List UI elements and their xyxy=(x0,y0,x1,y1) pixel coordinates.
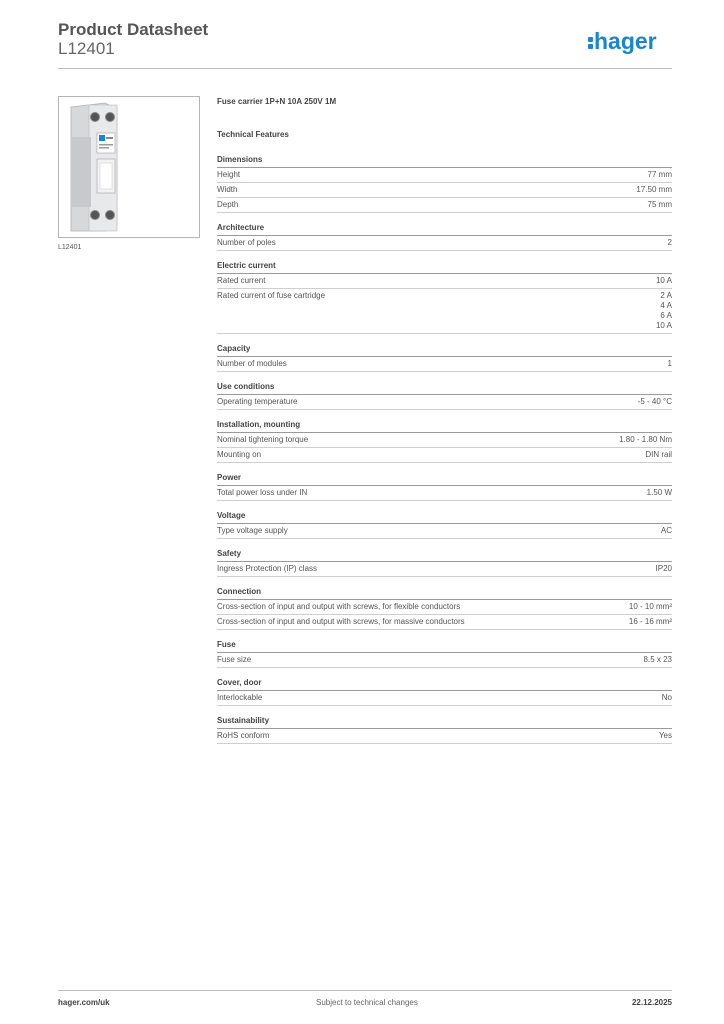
section-title: Voltage xyxy=(217,511,672,524)
spec-section xyxy=(217,223,672,251)
spec-sections xyxy=(217,155,672,744)
spec-label: Fuse size xyxy=(217,655,252,664)
spec-label: Height xyxy=(217,170,241,179)
spec-label: Rated current xyxy=(217,276,266,285)
spec-row xyxy=(217,600,672,615)
section-title: Fuse xyxy=(217,640,672,653)
spec-label: Total power loss under IN xyxy=(217,488,308,497)
spec-section xyxy=(217,155,672,213)
spec-value: 17.50 mm xyxy=(636,185,672,194)
spec-row xyxy=(217,524,672,539)
spec-row xyxy=(217,357,672,372)
spec-row xyxy=(217,236,672,251)
spec-label: Nominal tightening torque xyxy=(217,435,309,444)
spec-row xyxy=(217,168,672,183)
page-title: Product Datasheet xyxy=(58,20,209,39)
spec-label: Rated current of fuse cartridge xyxy=(217,291,326,300)
spec-row xyxy=(217,448,672,463)
section-title: Cover, door xyxy=(217,678,672,691)
spec-row xyxy=(217,274,672,289)
image-caption: L12401 xyxy=(58,244,82,251)
spec-section xyxy=(217,420,672,463)
spec-value: 2 xyxy=(667,238,672,247)
spec-value: AC xyxy=(660,526,672,535)
spec-row xyxy=(217,183,672,198)
spec-section xyxy=(217,344,672,372)
section-title: Sustainability xyxy=(217,716,672,729)
spec-label: Number of poles xyxy=(217,238,276,247)
spec-row xyxy=(217,395,672,410)
spec-value: 77 mm xyxy=(647,170,672,179)
spec-row xyxy=(217,615,672,630)
section-title: Connection xyxy=(217,587,672,600)
product-image xyxy=(58,96,200,238)
spec-row xyxy=(217,653,672,668)
spec-label: Mounting on xyxy=(217,450,262,459)
product-reference: L12401 xyxy=(58,39,115,58)
spec-row xyxy=(217,198,672,213)
spec-value: IP20 xyxy=(655,564,672,573)
spec-label: Interlockable xyxy=(217,693,263,702)
spec-row xyxy=(217,486,672,501)
spec-section xyxy=(217,261,672,334)
spec-label: Operating temperature xyxy=(217,397,298,406)
spec-section xyxy=(217,587,672,630)
spec-section xyxy=(217,511,672,539)
spec-value: 16 - 16 mm² xyxy=(628,617,672,626)
spec-value: 1.50 W xyxy=(646,488,672,497)
section-title: Safety xyxy=(217,549,672,562)
header-divider xyxy=(58,68,672,69)
spec-label: Cross-section of input and output with screws, for massive conductors xyxy=(217,617,465,626)
section-title: Installation, mounting xyxy=(217,420,672,433)
spec-section xyxy=(217,640,672,668)
spec-value: 10 - 10 mm² xyxy=(628,602,672,611)
product-description: Fuse carrier 1P+N 10A 250V 1M xyxy=(217,97,337,106)
hager-logo xyxy=(588,26,672,56)
spec-row xyxy=(217,691,672,706)
spec-value: 1 xyxy=(667,359,672,368)
spec-value: 75 mm xyxy=(647,200,672,209)
spec-label: RoHS conform xyxy=(217,731,270,740)
spec-value: 8.5 x 23 xyxy=(643,655,672,664)
spec-section xyxy=(217,678,672,706)
footer-divider xyxy=(58,990,672,991)
spec-value: 2 A 4 A 6 A 10 A xyxy=(655,291,672,330)
spec-label: Ingress Protection (IP) class xyxy=(217,564,318,573)
spec-row xyxy=(217,729,672,744)
spec-section xyxy=(217,473,672,501)
specifications xyxy=(217,97,672,754)
spec-value: DIN rail xyxy=(645,450,672,459)
spec-row xyxy=(217,562,672,577)
spec-row xyxy=(217,289,672,334)
spec-value: No xyxy=(661,693,672,702)
spec-label: Cross-section of input and output with screws, for flexible conductors xyxy=(217,602,461,611)
spec-value: 10 A xyxy=(655,276,672,285)
footer-notice: Subject to technical changes xyxy=(316,998,418,1007)
section-title: Electric current xyxy=(217,261,672,274)
spec-section xyxy=(217,549,672,577)
spec-section xyxy=(217,716,672,744)
spec-value: 1.80 - 1.80 Nm xyxy=(619,435,672,444)
spec-label: Depth xyxy=(217,200,239,209)
footer-website[interactable]: hager.com/uk xyxy=(58,998,110,1007)
section-title: Power xyxy=(217,473,672,486)
spec-section xyxy=(217,382,672,410)
fuse-carrier-illustration xyxy=(59,97,199,237)
spec-label: Number of modules xyxy=(217,359,287,368)
section-title: Capacity xyxy=(217,344,672,357)
footer-date: 22.12.2025 xyxy=(631,998,672,1007)
spec-label: Type voltage supply xyxy=(217,526,288,535)
section-title: Use conditions xyxy=(217,382,672,395)
technical-features-heading: Technical Features xyxy=(217,130,289,139)
section-title: Dimensions xyxy=(217,155,672,168)
spec-value: -5 - 40 °C xyxy=(637,397,672,406)
spec-value: Yes xyxy=(658,731,672,740)
logo-text: hager xyxy=(594,28,657,54)
section-title: Architecture xyxy=(217,223,672,236)
spec-row xyxy=(217,433,672,448)
spec-label: Width xyxy=(217,185,238,194)
